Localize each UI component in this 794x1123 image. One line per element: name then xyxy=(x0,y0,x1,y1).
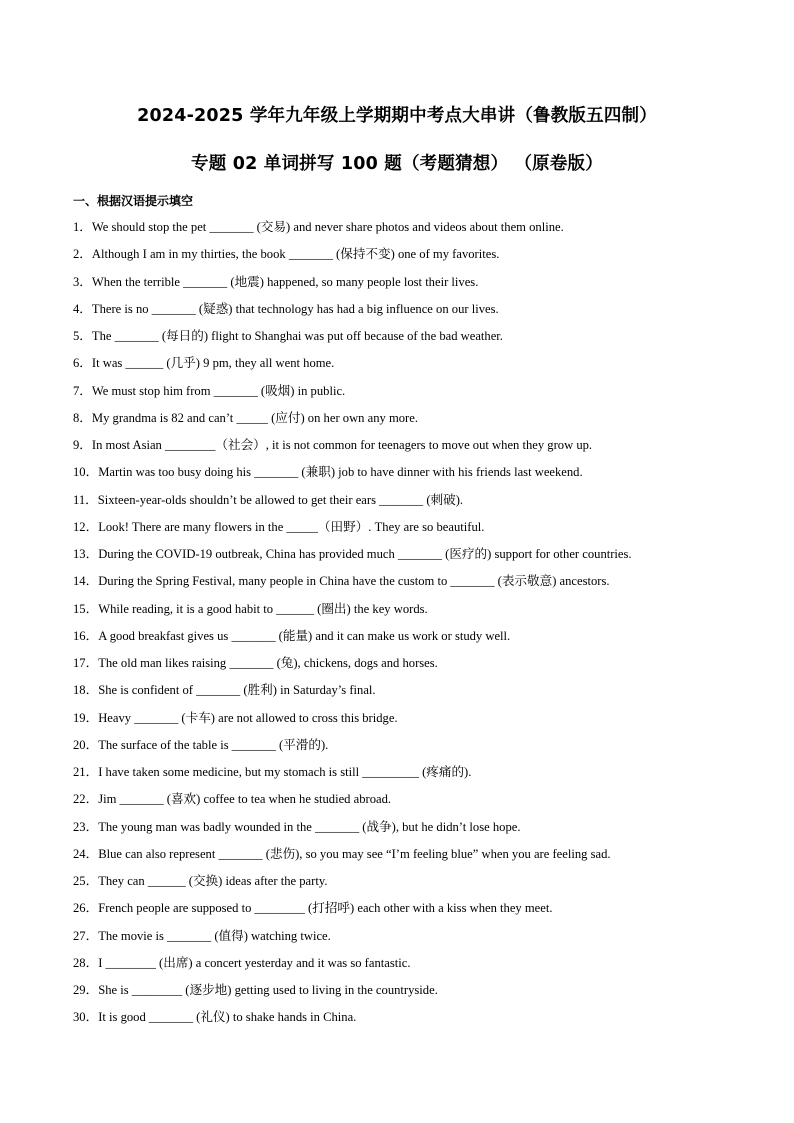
question-number: 8． xyxy=(73,410,92,425)
question-item xyxy=(73,244,733,271)
question-item xyxy=(73,599,733,626)
question-number: 15． xyxy=(73,601,99,616)
question-number: 6． xyxy=(73,356,92,371)
question-number: 9． xyxy=(73,438,92,452)
question-text: It is good _______ (礼仪) to shake hands in China. xyxy=(98,1010,357,1025)
question-text: In most Asian ________（社会）, it is not common for teenagers to move out when they grow up. xyxy=(91,438,593,452)
question-item xyxy=(73,708,733,735)
question-number: 11． xyxy=(73,492,98,507)
question-number: 4． xyxy=(73,301,92,316)
question-number: 2． xyxy=(73,247,92,262)
question-number: 7． xyxy=(73,383,92,398)
question-number: 25． xyxy=(73,874,99,888)
question-text: The old man likes raising _______ (兔), chickens, dogs and horses. xyxy=(98,656,438,670)
question-text: The _______ (每日的) flight to Shanghai was put off because of the bad weather. xyxy=(91,329,503,343)
question-text: A good breakfast gives us _______ (能量) and it can make us work or study well. xyxy=(98,628,511,643)
question-number: 16． xyxy=(73,628,99,643)
question-text: She is ________ (逐步地) getting used to living in the countryside. xyxy=(98,983,438,997)
page-subtitle: 专题 02 单词拼写 100 题（考题猜想） （原卷版） xyxy=(191,154,603,174)
question-text: When the terrible _______ (地震) happened, so many people lost their lives. xyxy=(91,274,479,289)
question-item xyxy=(73,571,733,598)
question-item xyxy=(73,735,733,762)
question-item xyxy=(73,299,733,326)
question-item xyxy=(73,653,733,680)
question-number: 1． xyxy=(73,220,92,234)
question-text: I have taken some medicine, but my stomach is still _________ (疼痛的). xyxy=(98,765,472,779)
question-text: Blue can also represent _______ (悲伤), so you may see “I’m feeling blue” when you are feeling sad. xyxy=(98,846,611,861)
question-item xyxy=(73,381,733,408)
question-text: During the COVID-19 outbreak, China has provided much _______ (医疗的) support for other countries. xyxy=(98,547,632,561)
question-item xyxy=(73,953,733,980)
question-item xyxy=(73,435,733,462)
question-text: During the Spring Festival, many people in China have the custom to _______ (表示敬意) ancestors. xyxy=(98,574,610,589)
question-number: 30． xyxy=(73,1010,99,1025)
question-number: 3． xyxy=(73,274,92,289)
question-text: While reading, it is a good habit to ______ (圈出) the key words. xyxy=(98,601,428,616)
question-number: 10． xyxy=(73,465,99,480)
question-text: There is no _______ (疑惑) that technology has had a big influence on our lives. xyxy=(91,301,499,316)
question-text: She is confident of _______ (胜利) in Saturday’s final. xyxy=(98,683,376,698)
question-text: It was ______ (几乎) 9 pm, they all went home. xyxy=(91,356,335,371)
question-item xyxy=(73,517,733,544)
question-number: 28． xyxy=(73,955,99,970)
question-item xyxy=(73,817,733,844)
question-item xyxy=(73,871,733,898)
question-number: 5． xyxy=(73,329,92,343)
question-number: 20． xyxy=(73,737,99,752)
question-item xyxy=(73,898,733,925)
question-number: 12． xyxy=(73,519,99,534)
question-item xyxy=(73,462,733,489)
question-number: 29． xyxy=(73,983,99,997)
page-title: 2024-2025 学年九年级上学期期中考点大串讲（鲁教版五四制） xyxy=(137,106,657,126)
question-item xyxy=(73,680,733,707)
question-item xyxy=(73,626,733,653)
question-number: 19． xyxy=(73,710,99,725)
question-item xyxy=(73,1007,733,1034)
question-item xyxy=(73,980,733,1007)
question-item xyxy=(73,926,733,953)
question-text: Although I am in my thirties, the book _______ (保持不变) one of my favorites. xyxy=(91,247,500,262)
question-number: 27． xyxy=(73,928,99,943)
question-item xyxy=(73,217,733,244)
question-list xyxy=(73,217,733,1035)
question-number: 22． xyxy=(73,792,99,807)
question-number: 14． xyxy=(73,574,99,589)
question-text: They can ______ (交换) ideas after the party. xyxy=(98,874,328,888)
question-text: Look! There are many flowers in the _____（田野）. They are so beautiful. xyxy=(98,519,485,534)
question-item xyxy=(73,762,733,789)
question-text: My grandma is 82 and can’t _____ (应付) on her own any more. xyxy=(91,410,418,425)
question-text: Heavy _______ (卡车) are not allowed to cross this bridge. xyxy=(98,710,398,725)
question-text: Sixteen-year-olds shouldn’t be allowed to get their ears _______ (刺破). xyxy=(97,492,464,507)
question-number: 18． xyxy=(73,683,99,698)
question-item xyxy=(73,272,733,299)
question-text: The young man was badly wounded in the _______ (战争), but he didn’t lose hope. xyxy=(98,819,521,834)
question-text: French people are supposed to ________ (打招呼) each other with a kiss when they meet. xyxy=(98,901,553,916)
question-number: 23． xyxy=(73,819,99,834)
question-item xyxy=(73,490,733,517)
question-number: 21． xyxy=(73,765,99,779)
question-text: We must stop him from _______ (吸烟) in public. xyxy=(91,383,346,398)
section-heading: 一、根据汉语提示填空 xyxy=(73,194,194,208)
question-text: We should stop the pet _______ (交易) and never share photos and videos about them online. xyxy=(91,220,564,234)
question-number: 26． xyxy=(73,901,99,916)
question-text: The movie is _______ (值得) watching twice. xyxy=(98,928,331,943)
question-item xyxy=(73,544,733,571)
question-item xyxy=(73,353,733,380)
question-text: Jim _______ (喜欢) coffee to tea when he studied abroad. xyxy=(98,792,392,807)
question-number: 17． xyxy=(73,656,99,670)
question-item xyxy=(73,326,733,353)
question-item xyxy=(73,789,733,816)
question-text: I ________ (出席) a concert yesterday and it was so fantastic. xyxy=(98,955,411,970)
question-number: 24． xyxy=(73,846,99,861)
question-item xyxy=(73,844,733,871)
question-text: The surface of the table is _______ (平滑的). xyxy=(98,737,329,752)
question-number: 13． xyxy=(73,547,99,561)
question-text: Martin was too busy doing his _______ (兼职) job to have dinner with his friends last weekend. xyxy=(98,465,583,480)
question-item xyxy=(73,408,733,435)
